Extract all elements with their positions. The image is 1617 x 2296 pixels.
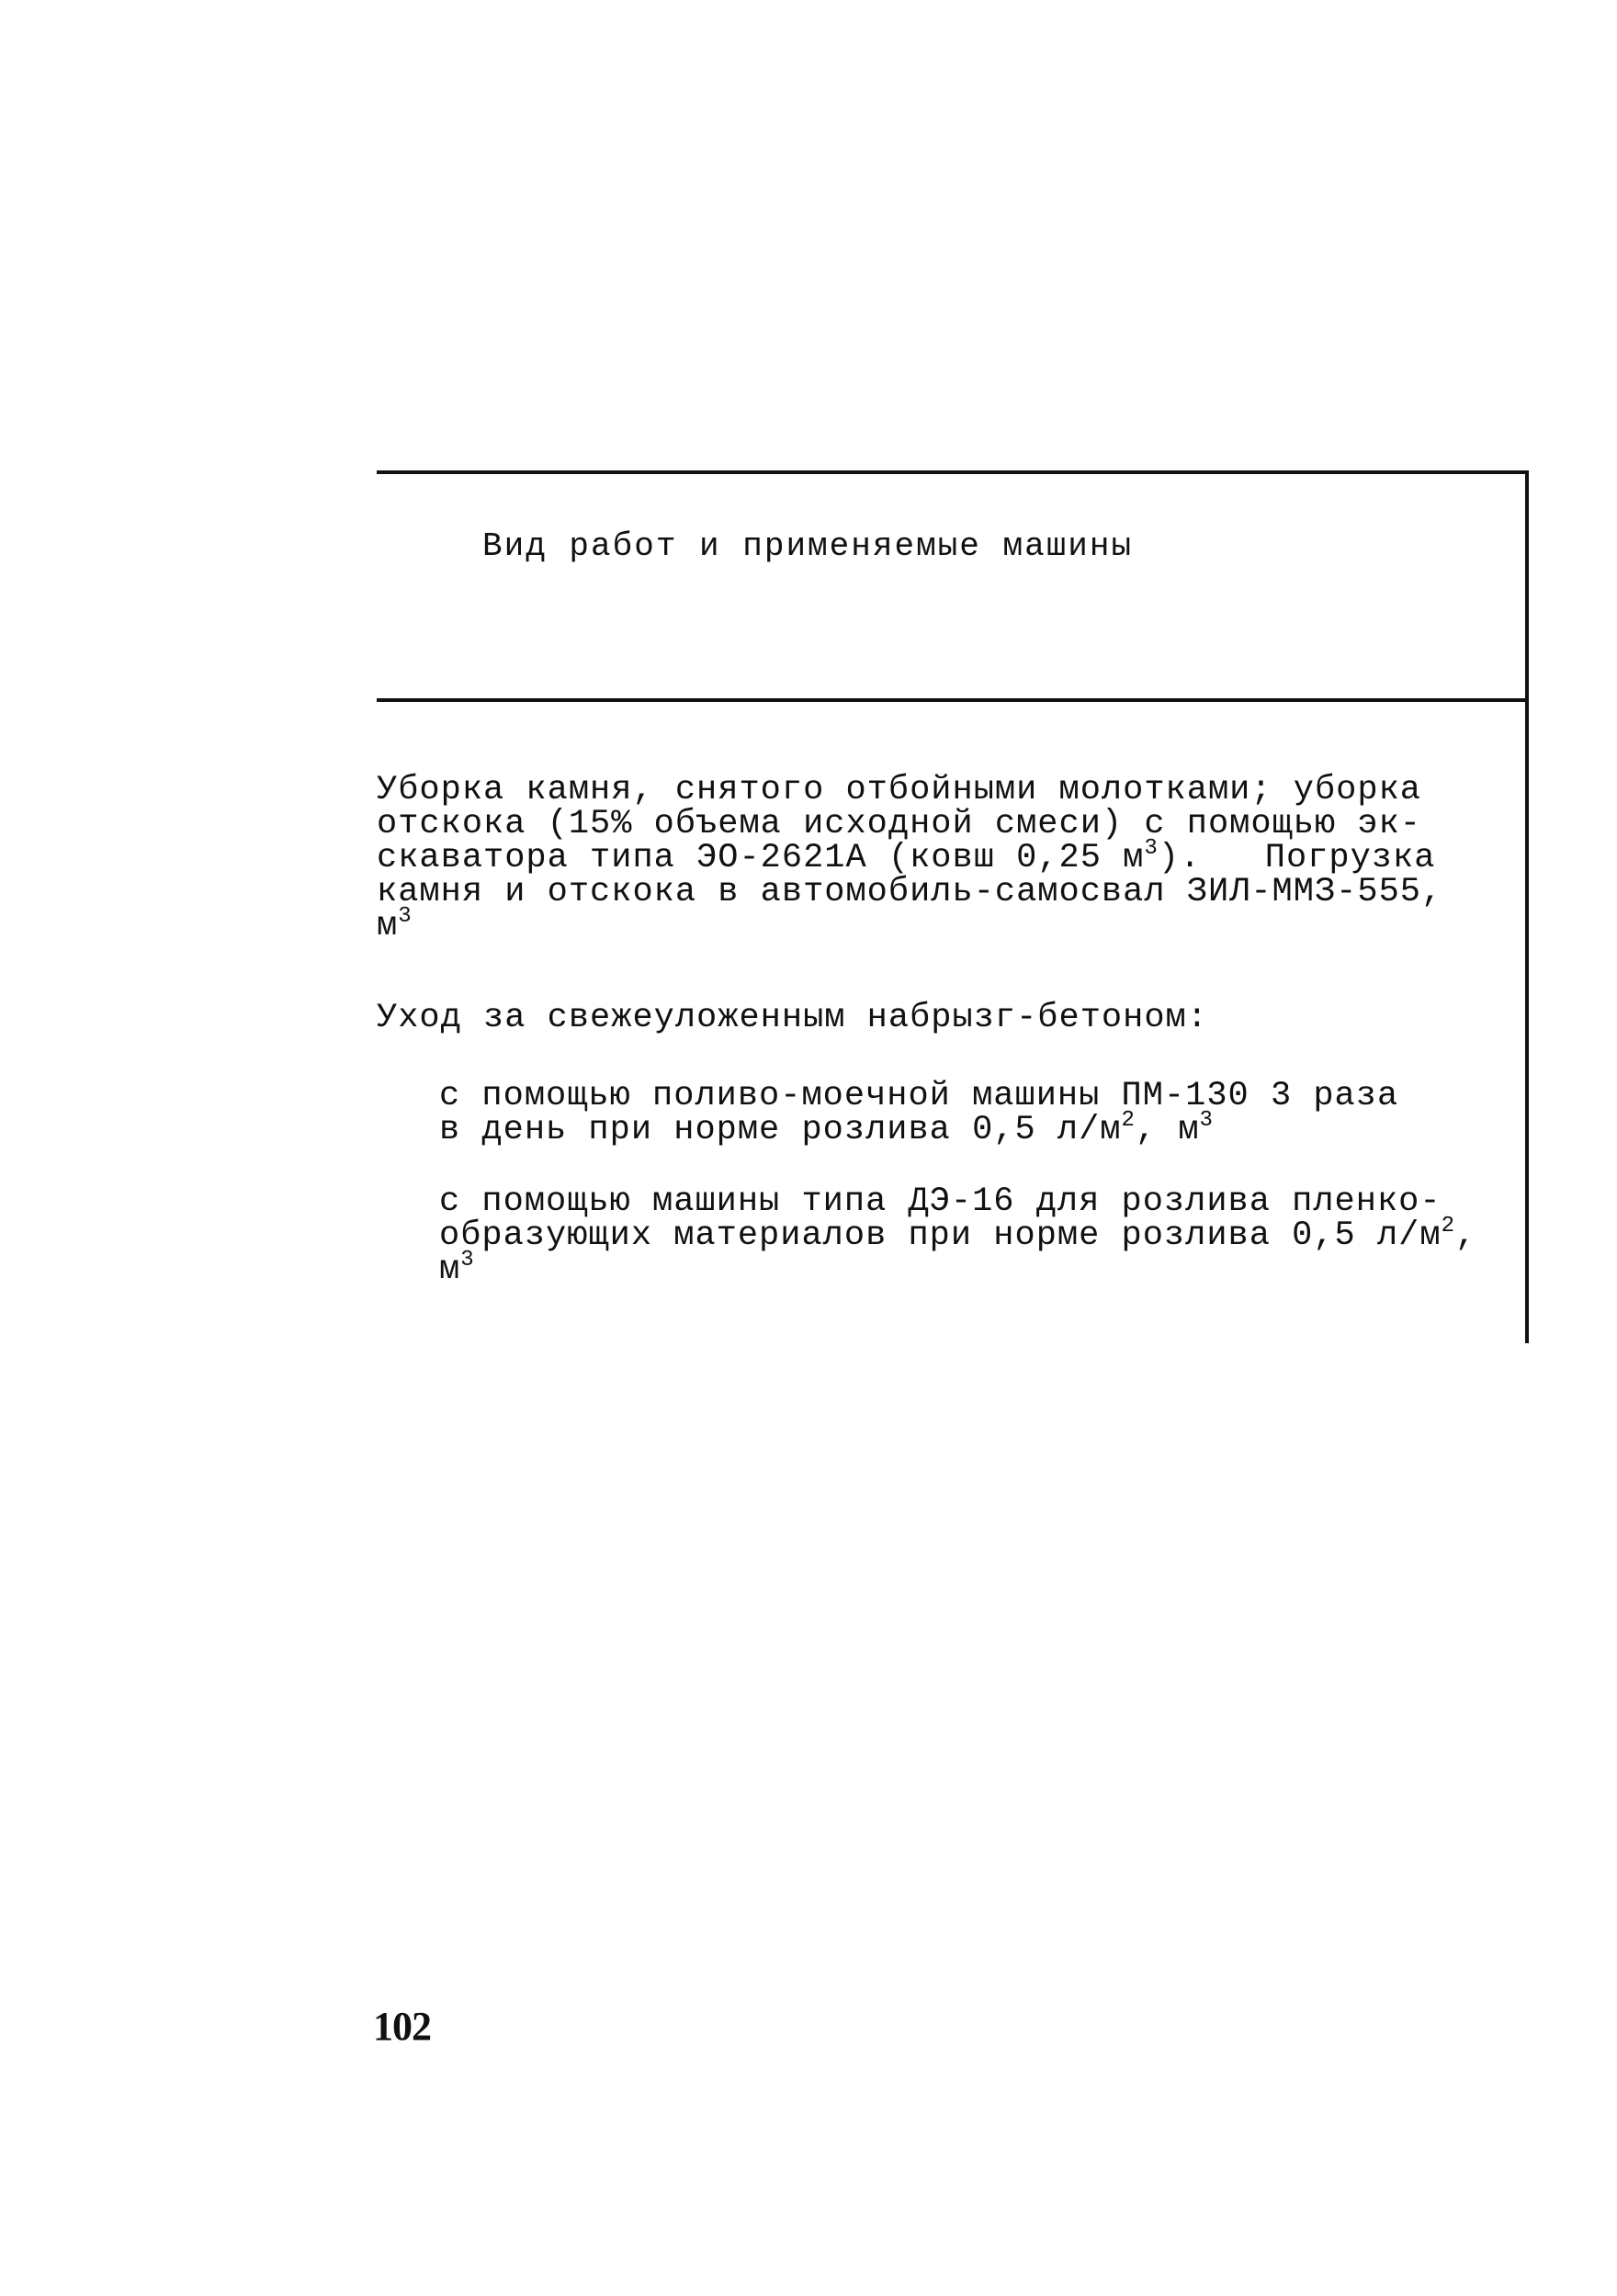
entry-line: ). Погрузка bbox=[1158, 839, 1436, 877]
table-column-header: Вид работ и применяемые машины bbox=[482, 527, 1134, 565]
superscript: 3 bbox=[398, 904, 413, 929]
entry-line: м bbox=[377, 907, 399, 945]
superscript: 3 bbox=[1199, 1108, 1214, 1133]
superscript: 3 bbox=[460, 1248, 475, 1272]
work-entry-care-film bbox=[439, 1182, 1525, 1289]
entry-line: с помощью поливо-моечной машины ПМ-130 3 раза bbox=[439, 1077, 1399, 1115]
entry-line: м bbox=[439, 1250, 461, 1289]
entry-line: , м bbox=[1135, 1111, 1200, 1149]
work-entry-care-heading: Уход за свежеуложенным набрызг-бетоном: bbox=[377, 999, 1208, 1037]
entry-line: образующих материалов при норме розлива 0,5 л/м bbox=[439, 1216, 1442, 1255]
table-column-rule bbox=[1525, 470, 1529, 1343]
entry-line: скаватора типа ЭО-2621А (ковш 0,25 м bbox=[377, 839, 1145, 877]
work-entry-care-watering bbox=[439, 1077, 1525, 1149]
superscript: 2 bbox=[1121, 1108, 1136, 1133]
entry-line: с помощью машины типа ДЭ-16 для розлива пленко- bbox=[439, 1182, 1442, 1221]
entry-line: отскока (15% объема исходной смеси) с помощью эк- bbox=[377, 805, 1421, 843]
superscript: 2 bbox=[1441, 1214, 1455, 1238]
entry-line: Уборка камня, снятого отбойными молотками; уборка bbox=[377, 771, 1421, 809]
page-number: 102 bbox=[373, 2004, 431, 2049]
entry-line: камня и отскока в автомобиль-самосвал ЗИЛ-ММЗ-555, bbox=[377, 873, 1443, 911]
entry-line: в день при норме розлива 0,5 л/м bbox=[439, 1111, 1122, 1149]
entry-line: , bbox=[1454, 1216, 1477, 1255]
superscript: 3 bbox=[1144, 836, 1159, 861]
work-entry-stone-removal bbox=[377, 771, 1525, 945]
table-header-rule bbox=[377, 698, 1527, 702]
table-top-rule bbox=[377, 470, 1527, 474]
